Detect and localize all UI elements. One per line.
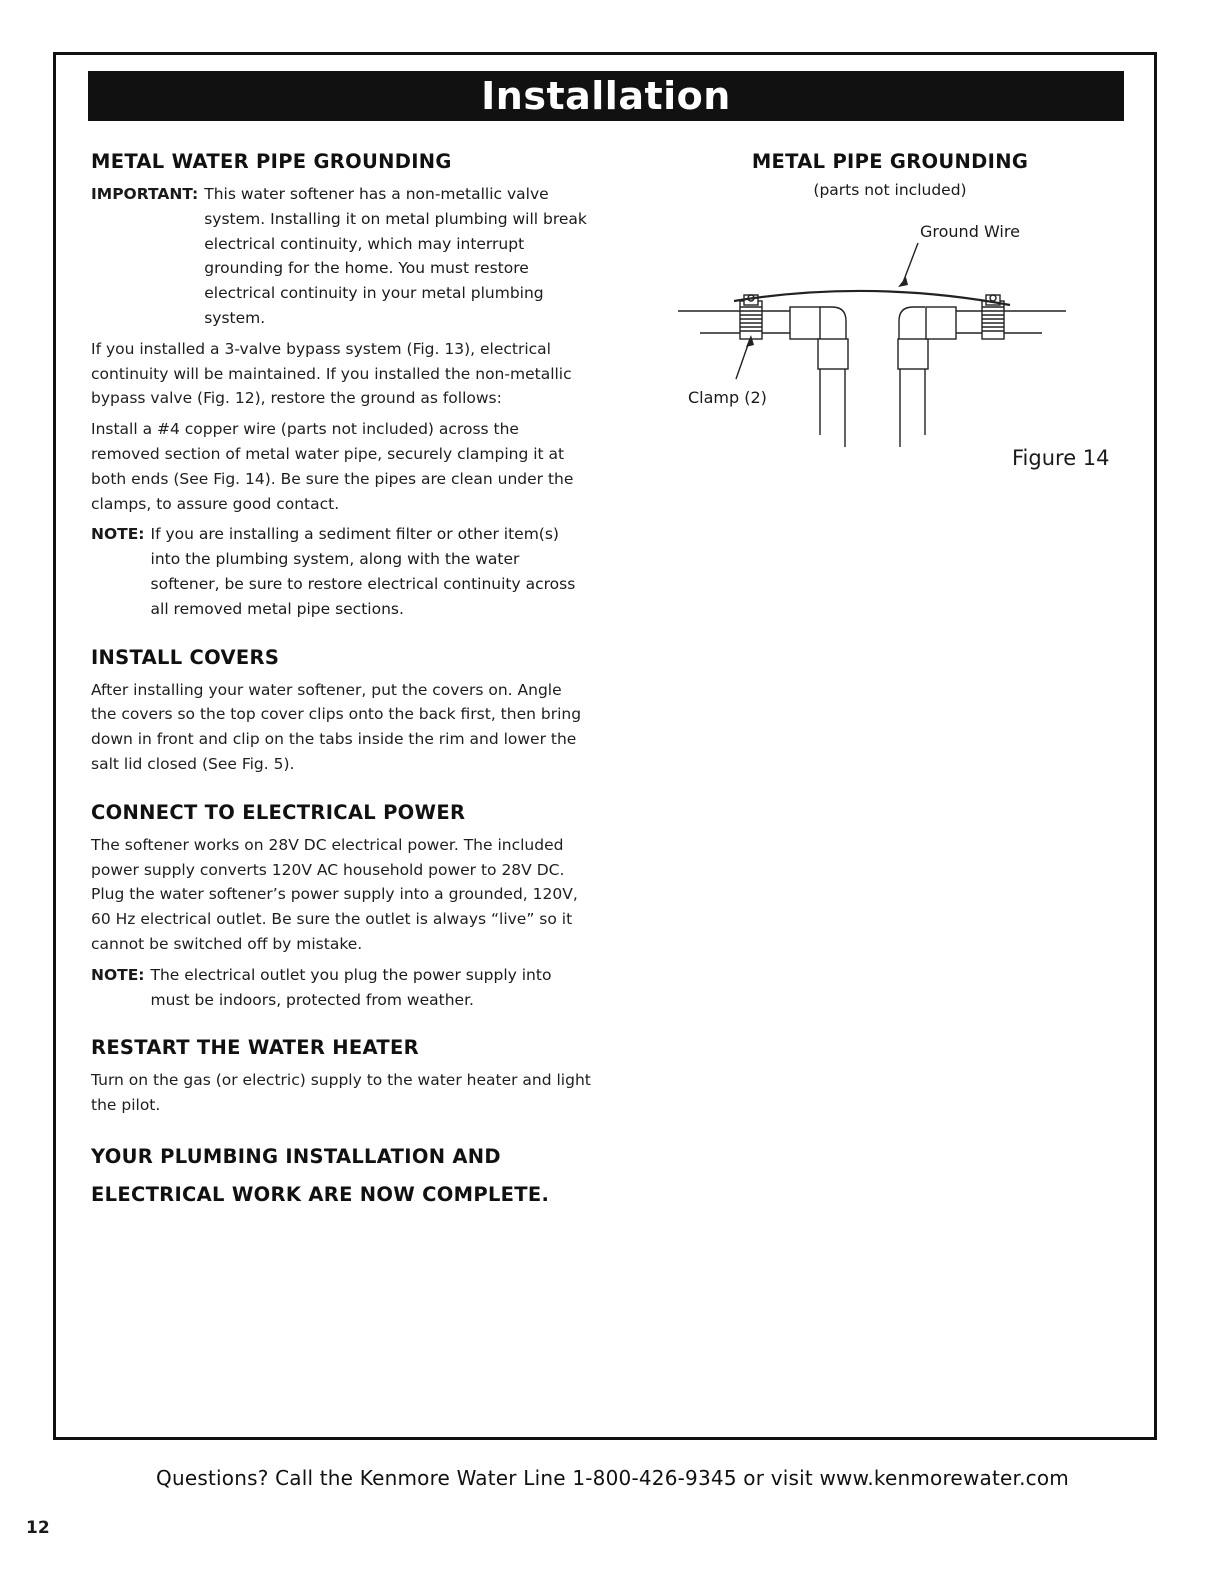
ground-wire-label: Ground Wire — [920, 222, 1020, 241]
section-covers — [91, 646, 591, 777]
instructions-column — [91, 150, 591, 1234]
footer-contact: Questions? Call the Kenmore Water Line 1-800-426-9345 or visit www.kenmorewater.com — [156, 1466, 1069, 1490]
section-heading: CONNECT TO ELECTRICAL POWER — [91, 800, 466, 824]
note-label: NOTE: — [91, 965, 145, 984]
page-title: Installation — [481, 74, 731, 118]
important-note — [91, 182, 591, 331]
figure-header — [680, 150, 1100, 202]
section-power — [91, 801, 591, 1013]
figure-title: METAL PIPE GROUNDING — [751, 150, 1029, 173]
paragraph: Turn on the gas (or electric) supply to the water heater and light the pilot. — [91, 1071, 591, 1115]
section-heading: RESTART THE WATER HEATER — [91, 1036, 419, 1060]
note-text: The electrical outlet you plug the power supply into must be indoors, protected from weather. — [150, 965, 552, 1009]
section-heading: INSTALL COVERS — [91, 645, 280, 669]
paragraph: The softener works on 28V DC electrical power. The included power supply converts 120V AC household power to 28V DC. Plug the water softener’s power supply into a grounded, 120V, 60 Hz electrical outlet. Be sure the outlet is always “live” so it cannot be switched off by mistake. — [91, 835, 578, 953]
section-water-heater — [91, 1036, 591, 1118]
clamp-label: Clamp (2) — [688, 388, 767, 407]
pipe-grounding-diagram — [670, 215, 1090, 455]
completion-line-1: YOUR PLUMBING INSTALLATION AND — [91, 1144, 501, 1168]
section-grounding — [91, 150, 591, 622]
figure-subtitle: (parts not included) — [813, 181, 967, 199]
section-heading: METAL WATER PIPE GROUNDING — [91, 150, 452, 173]
section-complete — [91, 1142, 591, 1210]
completion-line-2: ELECTRICAL WORK ARE NOW COMPLETE. — [91, 1182, 550, 1206]
note-text: If you are installing a sediment filter or other item(s) into the plumbing system, along with the water softener, be sure to restore electrical continuity across all removed metal pipe sections. — [150, 525, 576, 618]
paragraph: Install a #4 copper wire (parts not included) across the removed section of metal water pipe, securely clamping it at both ends (See Fig. 14). Be sure the pipes are clean under the clamps, to assure good contact. — [91, 420, 574, 513]
paragraph: If you installed a 3-valve bypass system (Fig. 13), electrical continuity will be maintained. If you installed the non-metallic bypass valve (Fig. 12), restore the ground as follows: — [91, 339, 572, 408]
page-number: 12 — [26, 1518, 50, 1538]
paragraph: After installing your water softener, put the covers on. Angle the covers so the top cover clips onto the back first, then bring down in front and clip on the tabs inside the rim and lower the salt lid closed (See Fig. 5). — [91, 680, 582, 773]
important-text: This water softener has a non-metallic valve system. Installing it on metal plumbing will break electrical continuity, which may interrupt grounding for the home. You must restore electrical continuity in your metal plumbing system. — [204, 185, 587, 327]
important-label: IMPORTANT: — [91, 185, 199, 203]
figure-label: Figure 14 — [1012, 446, 1110, 470]
note-label: NOTE: — [91, 525, 145, 544]
note — [91, 522, 591, 621]
note — [91, 963, 591, 1013]
page-title-banner — [88, 71, 1124, 121]
